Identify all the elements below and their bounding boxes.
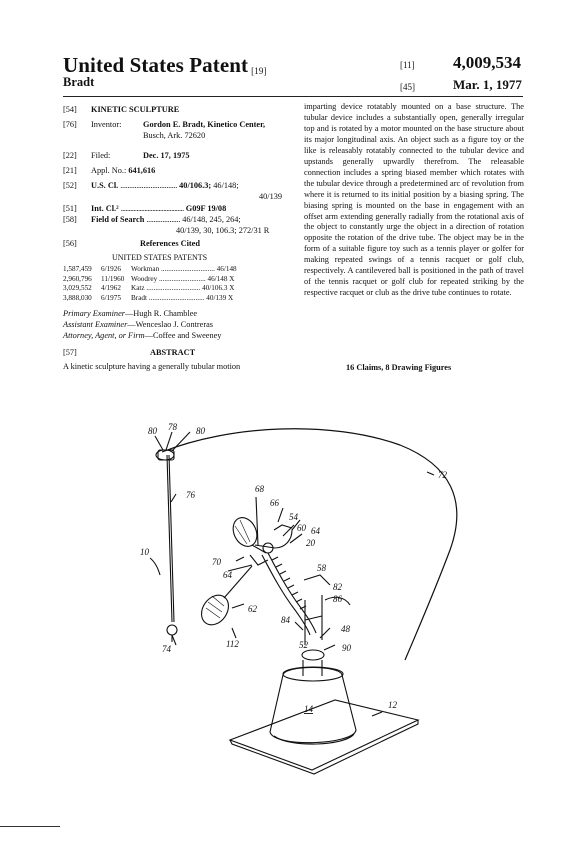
attorney: Attorney, Agent, or Firm—Coffee and Sweeney xyxy=(63,331,222,340)
us-class-row: [52] U.S. Cl. ................................ 40/106.3; 46/148; xyxy=(63,181,239,190)
assistant-examiner: Assistant Examiner—Wenceslao J. Contreras xyxy=(63,320,214,329)
fig-label-70: 70 xyxy=(212,557,221,567)
page-edge-mark xyxy=(0,826,60,827)
fig-label-48: 48 xyxy=(341,624,350,634)
refs-code: [56] xyxy=(63,239,77,248)
abstract-continued: imparting device rotatably mounted on a base structure. The tubular device includes a substantially open, generally irregular top and is rotated by a motor mounted on the base structure about its major longitudinal axis. An object such as a figure toy or the like is releasably rotatably connected to the tubular device and upstands generally upwardly therefrom. The releasable connection includes a spring biased member which rotates with the tubular device through a predetermined arc of revolution from where it is returned to its initial position by a biasing spring. The biasing spring is mounted on the base in engagement with an offset arm extending generally radially from the rotational axis of the object to constantly urge the object in a direction of rotation opposite the rotation of the drive tube. The object may be in the form of a suitable figure toy such as a tennis player or golfer for making repeated swings of a tennis racquet or golf club, respectively. A cantilevered ball is positioned in the path of travel of the tennis racquet or golf club for repeated striking by the respective racquet or club as the drive tube continues to rotate. xyxy=(304,102,524,298)
date-code: [45] xyxy=(400,82,415,92)
fig-label-64b: 64 xyxy=(223,570,232,580)
fig-label-54: 54 xyxy=(289,512,298,522)
title-code: [19] xyxy=(251,66,267,76)
reference-row: 1,587,459 6/1926 Workman .............................. 46/148 xyxy=(63,265,237,273)
appl-row: [21] Appl. No.: 641,616 xyxy=(63,166,156,175)
inventor-surname: Bradt xyxy=(63,75,95,89)
title-row: [54] KINETIC SCULPTURE xyxy=(63,105,180,114)
refs-subheading: UNITED STATES PATENTS xyxy=(112,253,208,262)
reference-row: 3,888,030 6/1975 Bradt ............................... 40/139 X xyxy=(63,293,234,302)
fig-label-20: 20 xyxy=(306,538,315,548)
fig-label-78: 78 xyxy=(168,422,177,432)
fig-label-86: 86 xyxy=(333,594,342,604)
fig-label-112: 112 xyxy=(226,639,239,649)
fig-label-62: 62 xyxy=(248,604,257,614)
fig-label-52: 52 xyxy=(299,640,308,650)
fig-label-90: 90 xyxy=(342,643,351,653)
refs-heading: References Cited xyxy=(140,239,200,248)
field-of-search-line2: 40/139, 30, 106.3; 272/31 R xyxy=(176,226,270,235)
patent-number-code: [11] xyxy=(400,60,415,70)
fig-label-60: 60 xyxy=(297,523,306,533)
primary-examiner: Primary Examiner—Hugh R. Chamblee xyxy=(63,309,198,318)
fig-label-14: 14 xyxy=(304,704,313,714)
fig-label-82: 82 xyxy=(333,582,342,592)
fig-label-74: 74 xyxy=(162,644,171,654)
abstract-code: [57] xyxy=(63,348,77,357)
fig-label-72: 72 xyxy=(438,470,447,480)
reference-row: 2,960,796 11/1960 Woodrey .......................... 46/148 X xyxy=(63,274,235,283)
inventor-row: [76] Inventor: Gordon E. Bradt, Kinetico Center, xyxy=(63,120,266,129)
fig-label-80b: 80 xyxy=(196,426,205,436)
fig-label-12: 12 xyxy=(388,700,397,710)
us-class-line2: 40/139 xyxy=(259,192,283,201)
fig-label-80a: 80 xyxy=(148,426,157,436)
filed-row: [22] Filed: Dec. 17, 1975 xyxy=(63,151,190,160)
inventor-address: Busch, Ark. 72620 xyxy=(143,131,206,140)
patent-header-title: United States Patent $_{[19]}$ xyxy=(63,53,267,77)
fig-label-76: 76 xyxy=(186,490,195,500)
fig-label-10: 10 xyxy=(140,547,149,557)
fig-label-68: 68 xyxy=(255,484,264,494)
fig-label-84: 84 xyxy=(281,615,290,625)
reference-row: 3,029,552 4/1962 Katz .............................. 40/106.3 X xyxy=(63,284,235,292)
abstract-start: A kinetic sculpture having a generally tubular motion xyxy=(63,362,241,371)
patent-number: 4,009,534 xyxy=(453,53,521,72)
int-class-row: [51] Int. Cl.² ........................................ G09F 19/08 xyxy=(63,204,227,213)
fig-label-58: 58 xyxy=(317,563,326,573)
fig-label-66: 66 xyxy=(270,498,279,508)
abstract-heading: ABSTRACT xyxy=(150,348,196,357)
fig-label-64a: 64 xyxy=(311,526,320,536)
field-of-search-row: [58] Field of Search ................... 46/148, 245, 264; xyxy=(63,215,241,224)
claims-line: 16 Claims, 8 Drawing Figures xyxy=(346,363,452,372)
patent-date: Mar. 1, 1977 xyxy=(453,77,522,92)
